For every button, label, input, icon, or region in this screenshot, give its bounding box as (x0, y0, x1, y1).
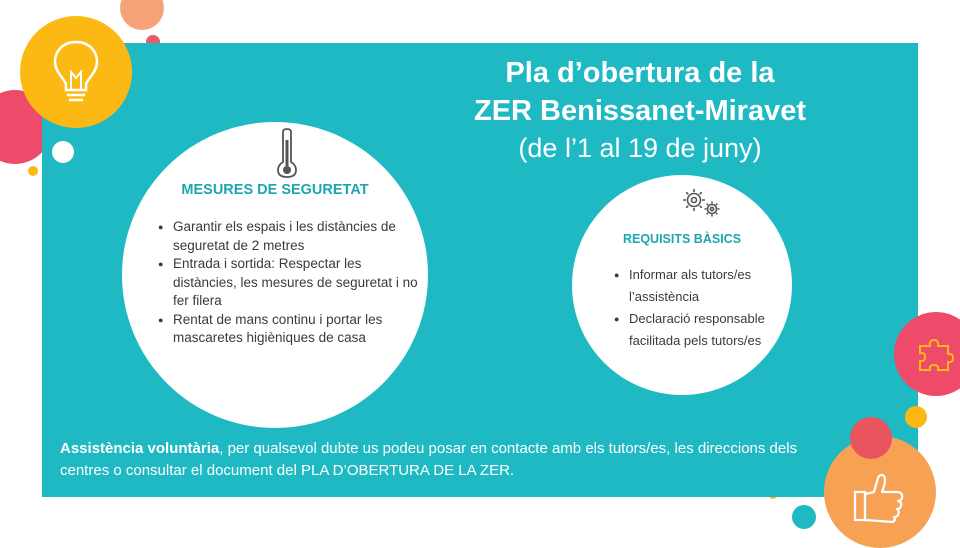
list-item: ● Informar als tutors/es l’assistència (614, 264, 804, 308)
list-item: ● Entrada i sortida: Respectar les distàncies, les mesures de seguretat i no fer filera (158, 255, 420, 311)
list-item: ● Rentat de mans continu i portar les mascaretes higièniques de casa (158, 311, 420, 348)
page-title (440, 54, 840, 166)
title-line-3: (de l’1 al 19 de juny) (518, 133, 762, 163)
title-line-2: ZER Benissanet-Miravet (474, 95, 806, 127)
thermometer-icon (276, 128, 298, 178)
deco-dot-white-left (52, 141, 74, 163)
list-item: ● Declaració responsable facilitada pels tutors/es (614, 308, 804, 352)
deco-dot-bottom-teal (792, 505, 816, 529)
requirements-heading: REQUISITS BÀSICS (622, 232, 742, 246)
footer-text: , per qualsevol dubte us podeu posar en contacte amb els tutors/es, les direccions dels centres o consultar el document del PLA D’OBERTURA DE LA ZER. (60, 440, 798, 479)
footer-note (60, 438, 820, 482)
title-line-1: Pla d’obertura de la (505, 57, 775, 89)
deco-dot-coral (850, 417, 892, 459)
deco-dot-small-yellow-left (28, 166, 38, 176)
thumbs-up-icon (852, 470, 908, 526)
deco-dot-yellow-right (905, 406, 927, 428)
list-item: ● Garantir els espais i les distàncies de seguretat de 2 metres (158, 218, 420, 255)
footer-bold: Assistència voluntària (60, 440, 220, 457)
lightbulb-icon (50, 38, 102, 108)
safety-heading: MESURES DE SEGURETAT (181, 182, 369, 198)
safety-list (158, 218, 420, 348)
requirements-list (614, 264, 804, 352)
gears-icon (680, 186, 722, 218)
puzzle-icon (916, 334, 956, 374)
deco-dot-top-orange (120, 0, 164, 30)
